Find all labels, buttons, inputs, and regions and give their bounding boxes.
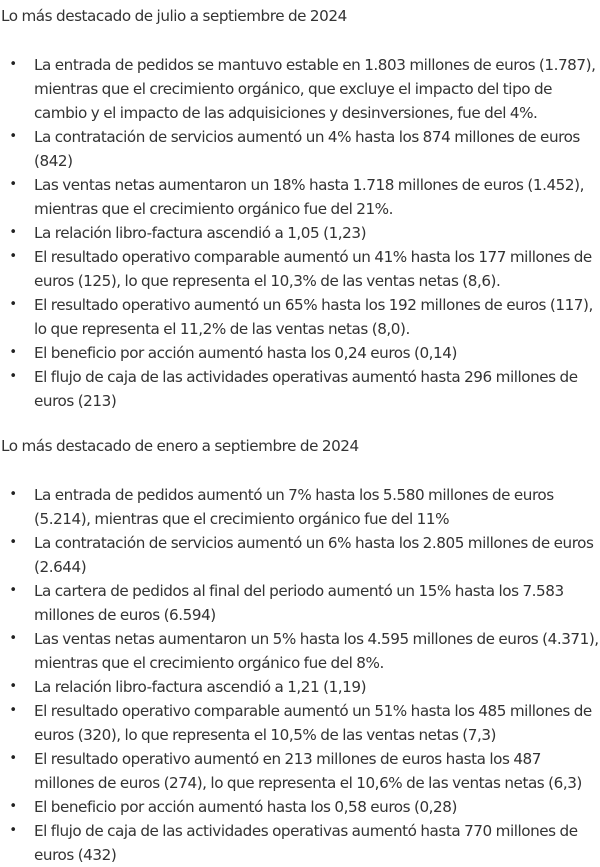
list-item [0, 293, 600, 341]
list-item-text: La contratación de servicios aumentó un 6% hasta los 2.805 millones de euros (2.644) [34, 534, 594, 576]
list-item [0, 125, 600, 173]
bullet-icon: • [9, 751, 17, 766]
list-item-text: La contratación de servicios aumentó un 4% hasta los 874 millones de euros (842) [34, 128, 580, 170]
list-item-text: La relación libro-factura ascendió a 1,05 (1,23) [34, 224, 367, 242]
bullet-icon: • [9, 631, 17, 646]
section-title-q3: Lo más destacado de julio a septiembre de 2024 [1, 7, 347, 25]
list-item-text: El resultado operativo comparable aumentó un 51% hasta los 485 millones de euros (320), lo que representa el 10,5% de las ventas netas (7,3) [34, 702, 592, 744]
bullet-icon: • [9, 129, 17, 144]
bullet-icon: • [9, 535, 17, 550]
bullet-icon: • [9, 799, 17, 814]
list-item [0, 53, 600, 125]
list-item-text: El beneficio por acción aumentó hasta los 0,24 euros (0,14) [34, 344, 457, 362]
list-item-text: El flujo de caja de las actividades operativas aumentó hasta 296 millones de euros (213) [34, 368, 578, 410]
bullet-icon: • [9, 823, 17, 838]
list-item [0, 579, 600, 627]
list-item-text: El resultado operativo aumentó en 213 millones de euros hasta los 487 millones de euros (274), lo que representa el 10,6% de las ventas netas (6,3) [34, 750, 582, 792]
bullet-icon: • [9, 177, 17, 192]
list-item [0, 819, 600, 867]
list-item-text: La entrada de pedidos aumentó un 7% hasta los 5.580 millones de euros (5.214), mientras que el crecimiento orgánico fue del 11% [34, 486, 554, 528]
list-item [0, 341, 600, 365]
list-item [0, 221, 600, 245]
list-item [0, 675, 600, 699]
section-title-ytd: Lo más destacado de enero a septiembre de 2024 [1, 437, 359, 455]
bullet-icon: • [9, 487, 17, 502]
list-item [0, 627, 600, 675]
bullet-icon: • [9, 679, 17, 694]
list-item-text: El resultado operativo comparable aumentó un 41% hasta los 177 millones de euros (125), lo que representa el 10,3% de las ventas netas (8,6). [34, 248, 592, 290]
list-item [0, 531, 600, 579]
list-item-text: El beneficio por acción aumentó hasta los 0,58 euros (0,28) [34, 798, 457, 816]
list-item [0, 795, 600, 819]
list-item-text: Las ventas netas aumentaron un 5% hasta los 4.595 millones de euros (4.371), mientras que el crecimiento orgánico fue del 8%. [34, 630, 599, 672]
list-item [0, 365, 600, 413]
list-item-text: Las ventas netas aumentaron un 18% hasta 1.718 millones de euros (1.452), mientras que el crecimiento orgánico fue del 21%. [34, 176, 584, 218]
bullet-icon: • [9, 57, 17, 72]
bullet-icon: • [9, 583, 17, 598]
bullet-icon: • [9, 297, 17, 312]
list-item [0, 483, 600, 531]
list-item-text: La relación libro-factura ascendió a 1,21 (1,19) [34, 678, 367, 696]
list-item-text: El resultado operativo aumentó un 65% hasta los 192 millones de euros (117), lo que representa el 11,2% de las ventas netas (8,0). [34, 296, 593, 338]
bullet-icon: • [9, 703, 17, 718]
list-item [0, 173, 600, 221]
bullet-icon: • [9, 369, 17, 384]
list-item-text: La cartera de pedidos al final del periodo aumentó un 15% hasta los 7.583 millones de euros (6.594) [34, 582, 564, 624]
bullet-icon: • [9, 345, 17, 360]
list-item [0, 747, 600, 795]
list-item-text: La entrada de pedidos se mantuvo estable en 1.803 millones de euros (1.787), mientras que el crecimiento orgánico, que excluye el impacto del tipo de cambio y el impacto de las adquisiciones y desinversiones, fue del 4%. [34, 56, 596, 122]
highlights-list-ytd [0, 483, 600, 867]
list-item [0, 699, 600, 747]
bullet-icon: • [9, 249, 17, 264]
bullet-icon: • [9, 225, 17, 240]
list-item [0, 245, 600, 293]
list-item-text: El flujo de caja de las actividades operativas aumentó hasta 770 millones de euros (432) [34, 822, 578, 864]
highlights-list-q3 [0, 53, 600, 413]
